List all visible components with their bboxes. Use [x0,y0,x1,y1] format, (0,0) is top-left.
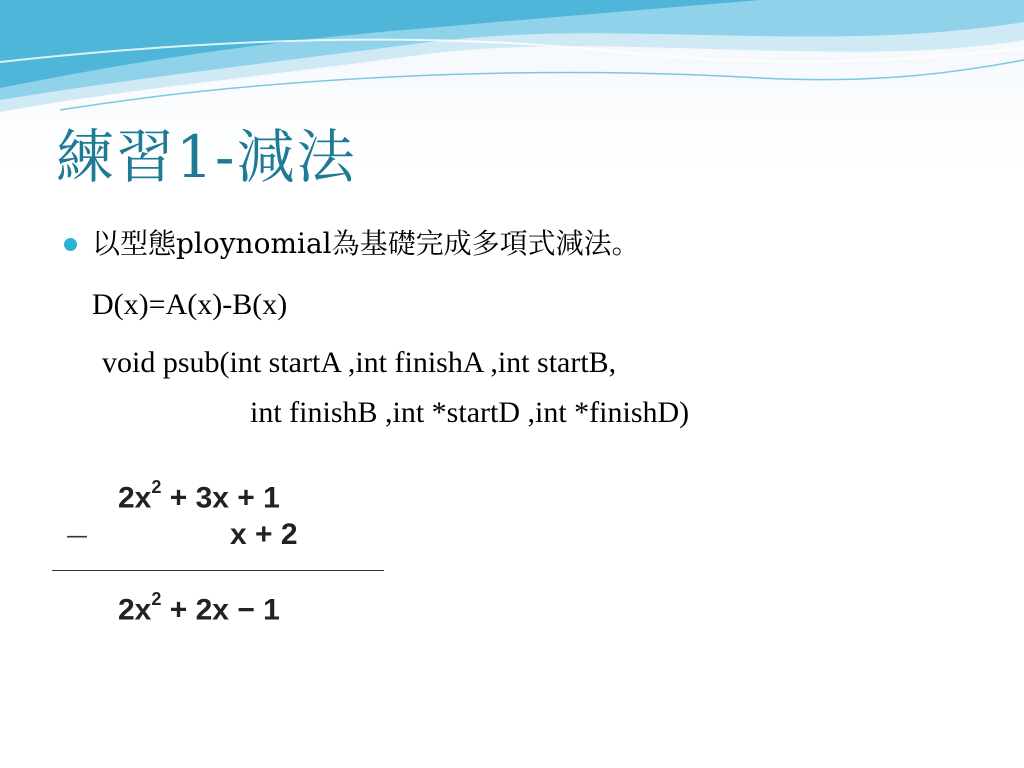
math-row1-base: 2x [118,481,152,515]
bullet-text: 以型態ploynomial為基礎完成多項式減法。 [92,227,640,260]
header-wave-decoration [0,0,1024,120]
math-row1-exponent: 2 [151,477,162,497]
bullet-dot-icon [64,238,77,251]
subtraction-rule-line [52,570,384,571]
math-row3-rest: + 2x − 1 [161,593,280,627]
code-line-1: void psub(int startA ,int finishA ,int startB, [102,346,617,379]
math-row3-base: 2x [118,593,152,627]
math-row-minuend [118,478,280,513]
slide-title: 練習1-減法 [56,123,357,191]
math-row-result [118,590,280,625]
math-row3-exponent: 2 [151,589,162,609]
minus-sign: — [66,524,88,549]
code-line-2: int finishB ,int *startD ,int *finishD) [250,396,690,429]
math-row-subtrahend: x + 2 [230,518,298,551]
formula-text: D(x)=A(x)-B(x) [92,288,288,321]
math-row1-rest: + 3x + 1 [161,481,280,515]
